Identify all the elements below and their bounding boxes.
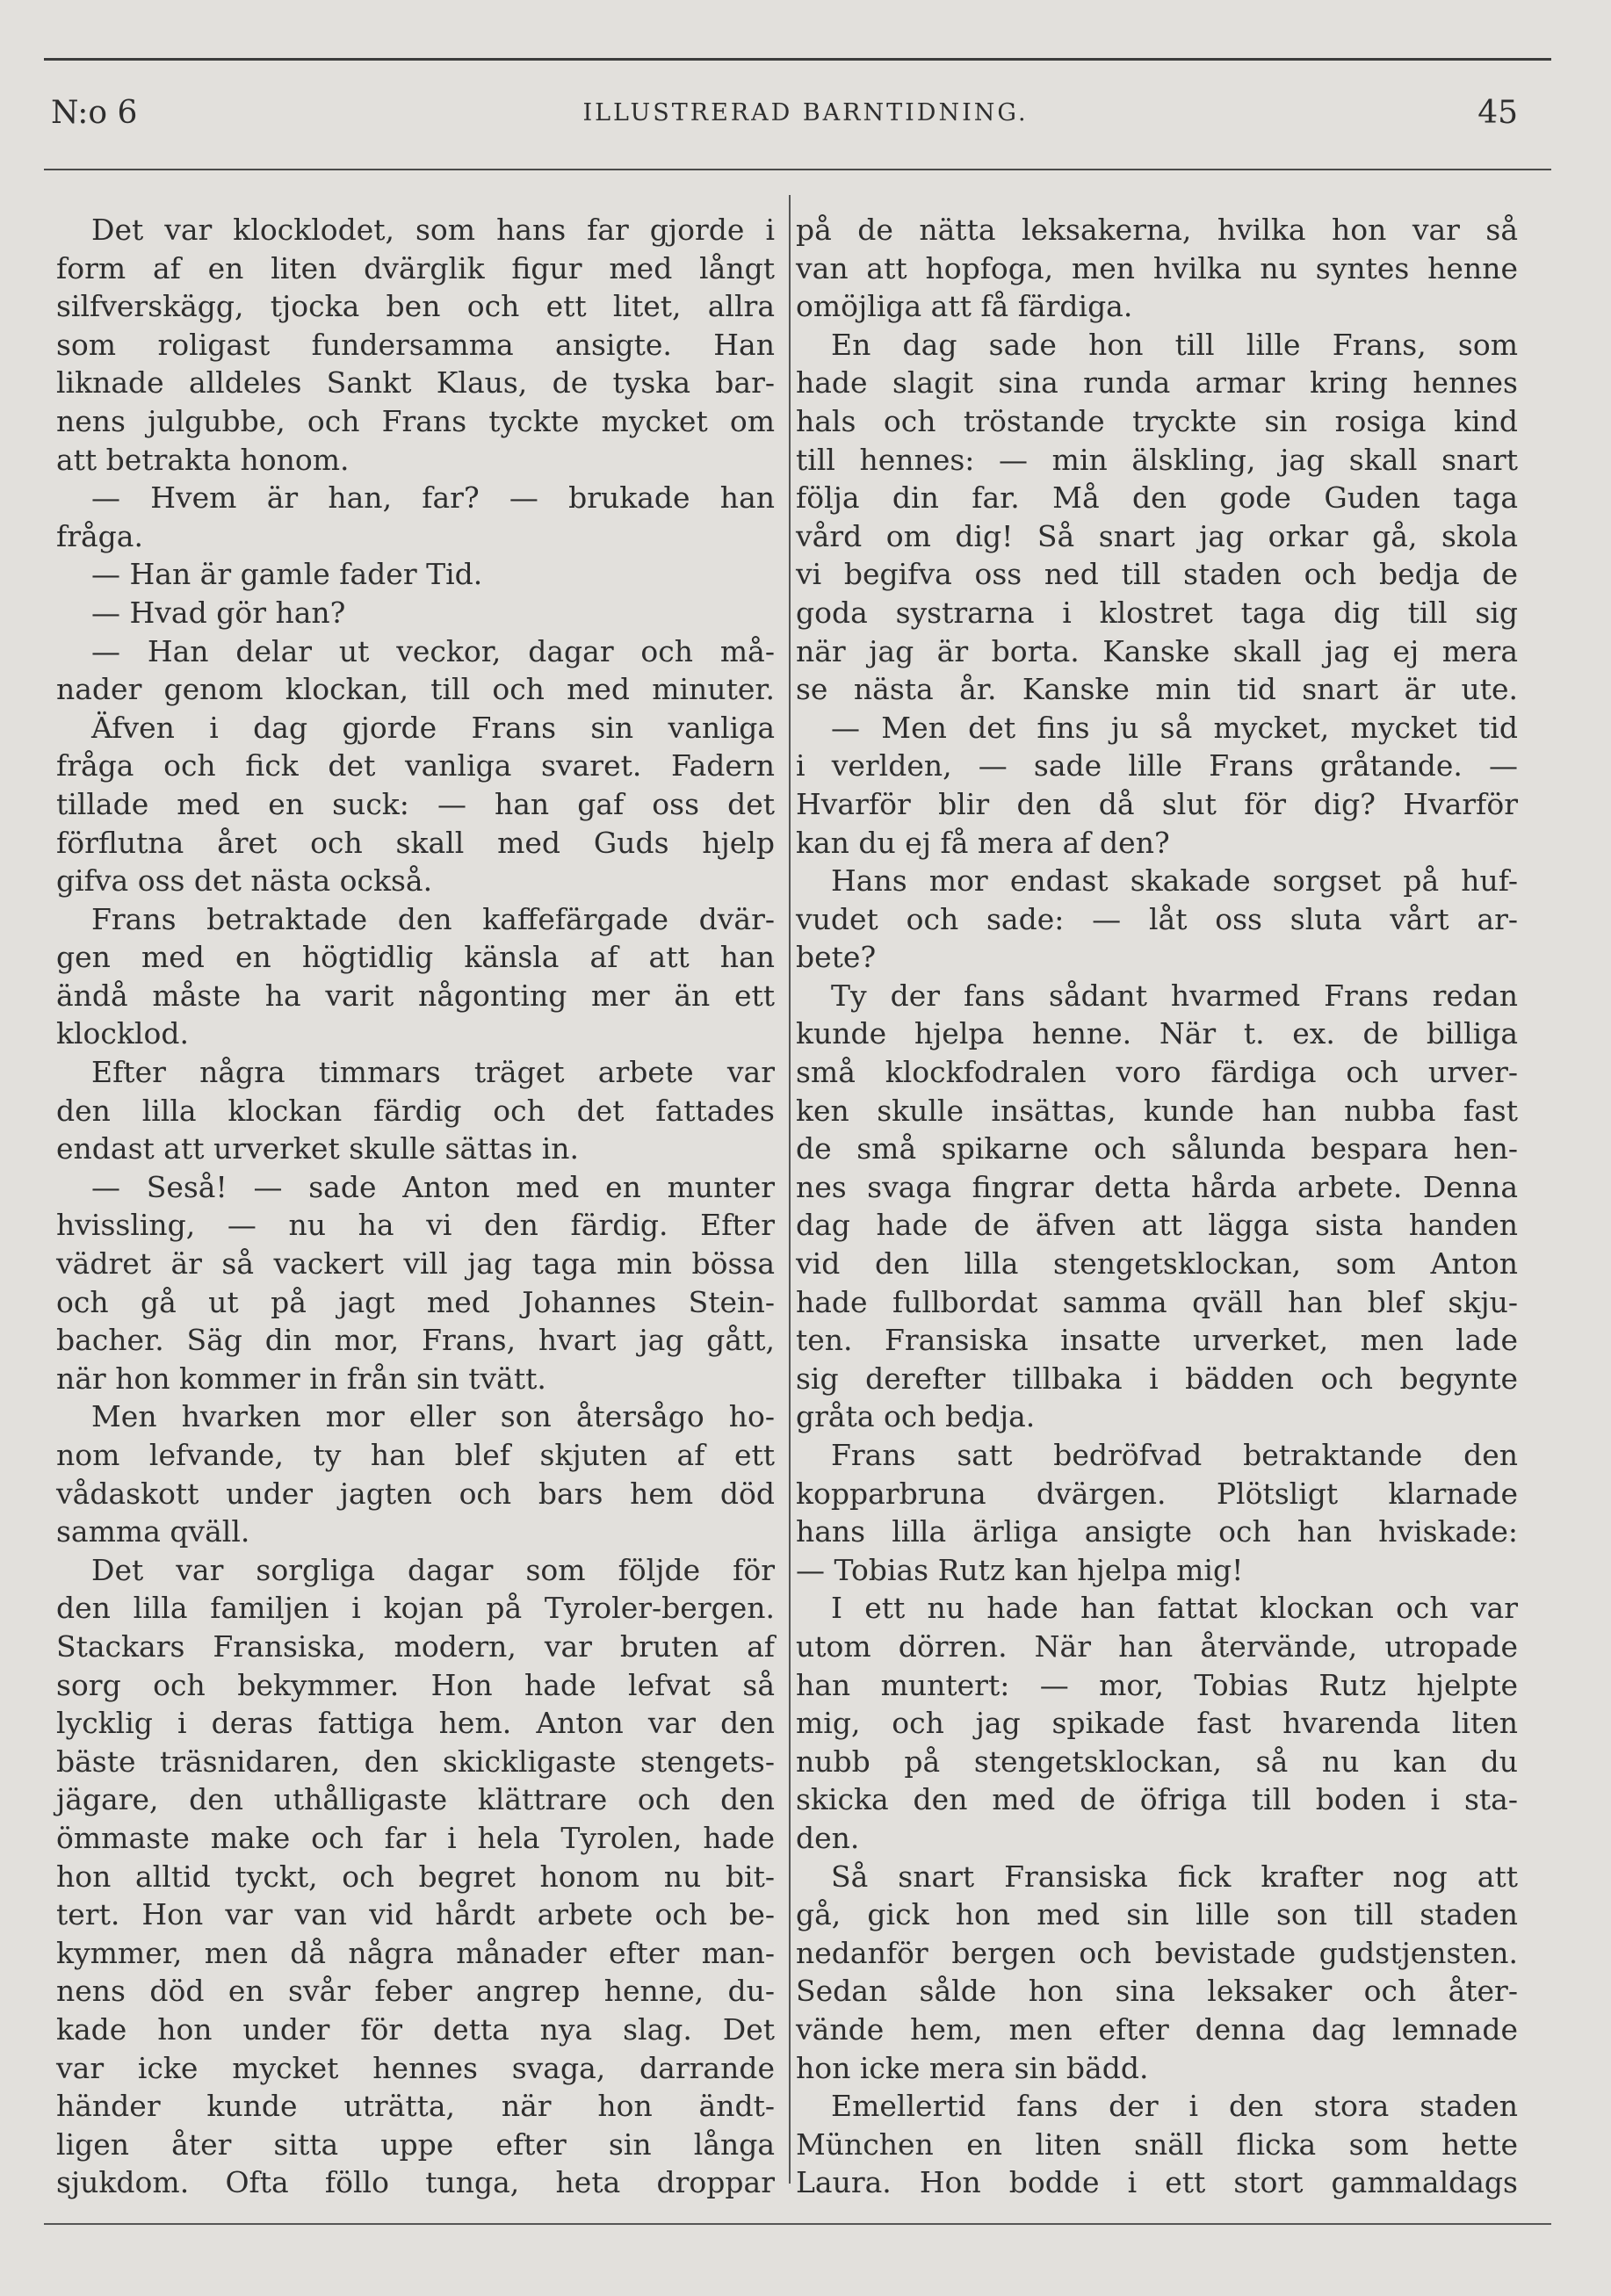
text-line: Efter några timmars träget arbete var (91, 1055, 775, 1090)
text-line: samma qväll. (56, 1514, 250, 1549)
text-line: Men hvarken mor eller son återsågo ho- (91, 1399, 775, 1434)
text-line: gå, gick hon med sin lille son till staden (796, 1897, 1518, 1932)
text-line: Äfven i dag gjorde Frans sin vanliga (91, 710, 775, 745)
bottom-rule (44, 2223, 1551, 2225)
text-line: gifva oss det nästa också. (56, 863, 433, 899)
text-line: ändå måste ha varit någonting mer än ett (56, 978, 775, 1013)
text-line: ligen åter sitta uppe efter sin långa (56, 2126, 775, 2162)
text-line: dag hade de äfven att lägga sista handen (796, 1208, 1518, 1243)
text-line: Så snart Fransiska fick krafter nog att (831, 1859, 1518, 1894)
text-line: vådaskott under jagten och bars hem död (56, 1476, 775, 1511)
text-line: att betrakta honom. (56, 442, 350, 477)
text-line: sorg och bekymmer. Hon hade lefvat så (56, 1667, 775, 1702)
text-line: och gå ut på jagt med Johannes Stein- (56, 1284, 775, 1319)
text-line: nens julgubbe, och Frans tyckte mycket om (56, 403, 775, 438)
text-line: vädret är så vackert vill jag taga min bössa (56, 1246, 775, 1282)
text-line: jägare, den uthålligaste klättrare och den (56, 1782, 775, 1817)
text-line: den lilla klockan färdig och det fattades (56, 1093, 775, 1128)
text-line: nom lefvande, ty han blef skjuten af ett (56, 1438, 775, 1472)
text-line: små klockfodralen voro färdiga och urver- (796, 1055, 1518, 1090)
text-line: kunde hjelpa henne. När t. ex. de billiga (796, 1016, 1518, 1051)
text-line: nes svaga fingrar detta hårda arbete. Denna (796, 1169, 1518, 1204)
text-line: hvissling, — nu ha vi den färdig. Efter (56, 1208, 775, 1243)
text-line: hon icke mera sin bädd. (796, 2050, 1149, 2085)
text-line: nader genom klockan, till och med minuter. (56, 672, 775, 707)
text-line: bacher. Säg din mor, Frans, hvart jag gått, (56, 1323, 775, 1358)
text-line: kade hon under för detta nya slag. Det (56, 2011, 775, 2047)
text-line: — Hvad gör han? (91, 595, 346, 630)
text-line: klocklod. (56, 1016, 189, 1051)
text-line: Stackars Fransiska, modern, var bruten af (56, 1628, 775, 1664)
text-line: endast att urverket skulle sättas in. (56, 1131, 580, 1166)
text-line: — Hvem är han, far? — brukade han (91, 480, 775, 516)
issue-number: N:o 6 (51, 95, 138, 131)
text-line: till hennes: — min älskling, jag skall snart (796, 442, 1518, 477)
text-line: hon alltid tyckt, och begret honom nu bit- (56, 1859, 775, 1894)
text-line: bäste träsnidaren, den skickligaste stengets- (56, 1744, 775, 1779)
text-line: gen med en högtidlig känsla af att han (56, 940, 775, 975)
text-line: de små spikarne och sålunda bespara hen- (796, 1131, 1518, 1166)
text-line: han muntert: — mor, Tobias Rutz hjelpte (796, 1667, 1518, 1702)
text-line: ken skulle insättas, kunde han nubba fast (796, 1093, 1518, 1128)
text-line: Frans betraktade den kaffefärgade dvär- (91, 901, 775, 936)
text-line: den. (796, 1820, 860, 1855)
text-line: ömmaste make och far i hela Tyrolen, hade (56, 1820, 775, 1855)
text-line: fråga och fick det vanliga svaret. Fadern (56, 748, 775, 783)
text-line: nubb på stengetsklockan, så nu kan du (796, 1744, 1518, 1779)
text-line: nedanför bergen och bevistade gudstjensten. (796, 1935, 1518, 1970)
text-line: när jag är borta. Kanske skall jag ej mera (796, 633, 1518, 668)
text-line: sig derefter tillbaka i bädden och begynte (796, 1361, 1518, 1396)
left-column (56, 211, 775, 2202)
text-line: vi begifva oss ned till staden och bedja de (796, 557, 1518, 592)
text-line: Hans mor endast skakade sorgset på huf- (831, 863, 1518, 899)
text-line: när hon kommer in från sin tvätt. (56, 1361, 546, 1396)
text-line: Det var klocklodet, som hans far gjorde i (91, 213, 775, 247)
text-line: sjukdom. Ofta föllo tunga, heta droppar (56, 2165, 775, 2200)
text-line: Ty der fans sådant hvarmed Frans redan (831, 978, 1518, 1013)
text-line: — Han är gamle fader Tid. (91, 557, 483, 592)
text-line: Emellertid fans der i den stora staden (831, 2089, 1518, 2124)
text-line: form af en liten dvärglik figur med långt (56, 250, 775, 285)
text-line: vudet och sade: — låt oss sluta vårt ar- (796, 901, 1518, 936)
text-line: kopparbruna dvärgen. Plötsligt klarnade (796, 1476, 1518, 1511)
publication-title: ILLUSTRERAD BARNTIDNING. (582, 99, 1029, 126)
page-number: 45 (1477, 95, 1518, 131)
text-line: den lilla familjen i kojan på Tyroler-bergen. (56, 1591, 775, 1626)
text-line: händer kunde uträtta, när hon ändt- (56, 2089, 775, 2124)
right-column (796, 211, 1518, 2202)
text-line: kan du ej få mera af den? (796, 825, 1170, 860)
text-line: hade slagit sina runda armar kring hennes (796, 365, 1518, 401)
text-line: Sedan sålde hon sina leksaker och åter- (796, 1974, 1518, 2009)
text-line: gråta och bedja. (796, 1399, 1036, 1434)
text-line: Laura. Hon bodde i ett stort gammaldags (796, 2165, 1518, 2200)
text-line: vände hem, men efter denna dag lemnade (796, 2011, 1518, 2047)
text-line: lycklig i deras fattiga hem. Anton var den (56, 1706, 775, 1741)
text-line: van att hopfoga, men hvilka nu syntes henne (796, 250, 1518, 285)
text-line: skicka den med de öfriga till boden i sta- (796, 1782, 1518, 1817)
text-line: fråga. (56, 518, 143, 553)
text-line: Hvarför blir den då slut för dig? Hvarför (796, 786, 1518, 821)
text-line: — Seså! — sade Anton med en munter (91, 1169, 775, 1204)
top-rule (44, 58, 1551, 61)
text-line: se nästa år. Kanske min tid snart är ute. (796, 672, 1518, 707)
text-line: hals och tröstande tryckte sin rosiga kind (796, 403, 1518, 438)
text-line: silfverskägg, tjocka ben och ett litet, allra (56, 289, 775, 324)
text-line: En dag sade hon till lille Frans, som (831, 327, 1518, 362)
header-rule (44, 169, 1551, 170)
text-line: vid den lilla stengetsklockan, som Anton (796, 1246, 1518, 1282)
text-line: Det var sorgliga dagar som följde för (91, 1552, 775, 1587)
text-line: — Han delar ut veckor, dagar och må- (91, 633, 775, 668)
text-line: Frans satt bedröfvad betraktande den (831, 1438, 1518, 1472)
text-line: I ett nu hade han fattat klockan och var (831, 1591, 1518, 1626)
text-line: var icke mycket hennes svaga, darrande (56, 2050, 775, 2085)
text-line: i verlden, — sade lille Frans gråtande. — (796, 748, 1518, 783)
text-line: på de nätta leksakerna, hvilka hon var så (796, 213, 1518, 247)
text-line: ten. Fransiska insatte urverket, men lade (796, 1323, 1518, 1358)
text-line: vård om dig! Så snart jag orkar gå, skola (796, 518, 1518, 553)
text-line: liknade alldeles Sankt Klaus, de tyska bar- (56, 365, 775, 401)
text-line: utom dörren. När han återvände, utropade (796, 1628, 1518, 1664)
column-divider (789, 195, 791, 2184)
text-line: förflutna året och skall med Guds hjelp (56, 825, 775, 860)
text-line: goda systrarna i klostret taga dig till sig (796, 595, 1518, 630)
text-line: — Men det fins ju så mycket, mycket tid (831, 710, 1518, 745)
text-line: kymmer, men då några månader efter man- (56, 1935, 775, 1970)
text-line: bete? (796, 940, 877, 975)
text-line: — Tobias Rutz kan hjelpa mig! (796, 1552, 1244, 1587)
text-line: tillade med en suck: — han gaf oss det (56, 786, 775, 821)
text-line: München en liten snäll flicka som hette (796, 2126, 1518, 2162)
text-line: tert. Hon var van vid hårdt arbete och be- (56, 1897, 775, 1932)
text-line: omöjliga att få färdiga. (796, 289, 1133, 324)
text-line: nens död en svår feber angrep henne, du- (56, 1974, 775, 2009)
text-line: hade fullbordat samma qväll han blef skju- (796, 1284, 1518, 1319)
text-line: följa din far. Må den gode Guden taga (796, 480, 1518, 516)
text-line: hans lilla ärliga ansigte och han hviskade: (796, 1514, 1518, 1549)
text-line: mig, och jag spikade fast hvarenda liten (796, 1706, 1518, 1741)
text-line: som roligast fundersamma ansigte. Han (56, 327, 775, 362)
